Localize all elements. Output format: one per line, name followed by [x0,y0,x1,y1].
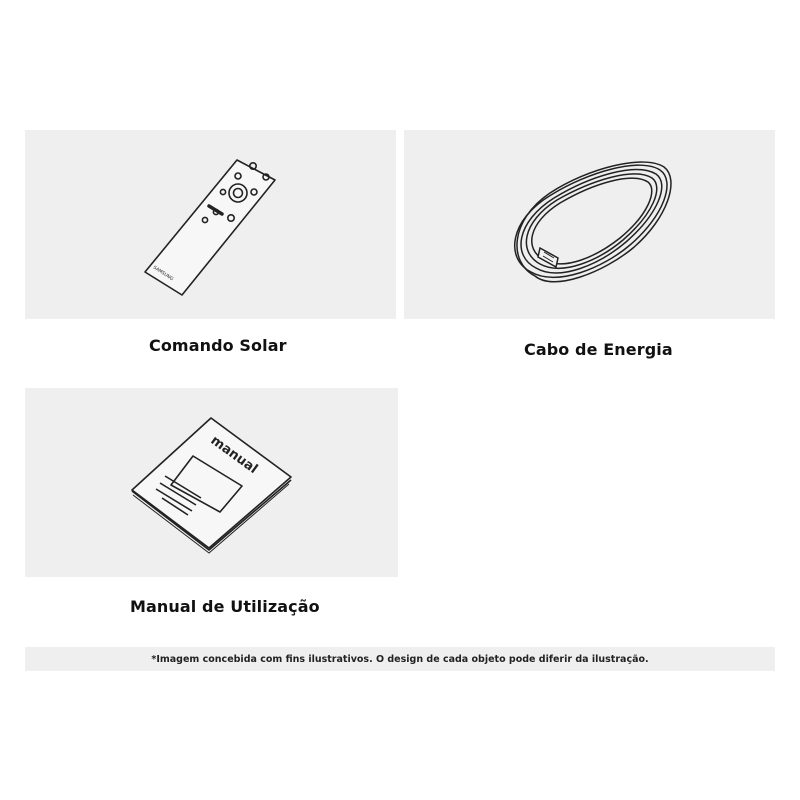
manual-book-icon [25,388,398,577]
remote-brand-mark: SAMSUNG [151,265,174,283]
power-cable-icon [404,130,775,319]
manual-cover-text: manual [207,433,261,478]
footnote-text: *Imagem concebida com fins ilustrativos. O design de cada objeto pode diferir da ilustração. [151,653,649,665]
power-cable-caption: Cabo de Energia [524,340,673,359]
remote-control-panel [25,130,396,319]
manual-caption: Manual de Utilização [130,597,320,616]
remote-control-icon [25,130,396,319]
power-cable-panel [404,130,775,319]
manual-panel [25,388,398,577]
remote-control-caption: Comando Solar [149,336,287,355]
footnote-bar [25,647,775,671]
